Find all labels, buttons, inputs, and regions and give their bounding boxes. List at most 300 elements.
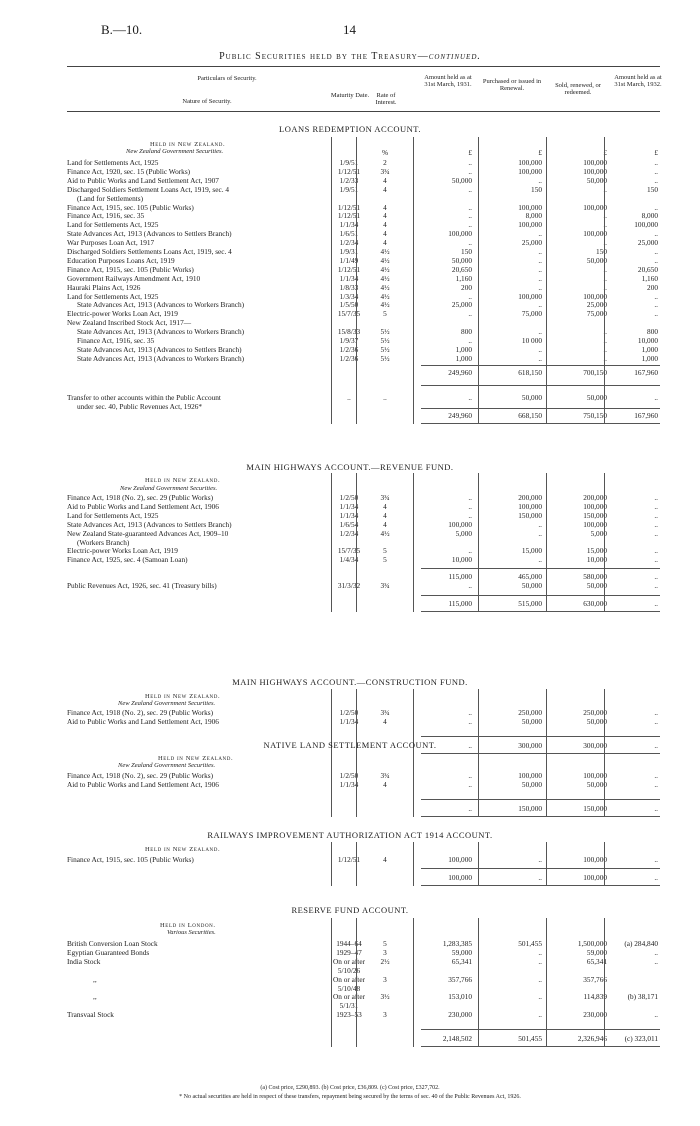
title-main: Public Securities held by the Treasury — [219, 51, 418, 62]
security-name: Discharged Soldiers Settlement Loans Act, 1919, sec. 4 — [67, 184, 229, 194]
sold: 100,000 — [583, 519, 607, 529]
table-row — [67, 167, 660, 176]
sold: 100,000 — [583, 501, 607, 511]
table-row — [67, 502, 660, 511]
interest-rate: 2 — [383, 158, 387, 167]
column-divider — [478, 751, 479, 817]
held-1931: .. — [468, 803, 472, 813]
sold: 114,839 — [583, 992, 607, 1002]
sold: .. — [603, 336, 607, 345]
held-1932: .. — [654, 855, 658, 864]
section-title: MAIN HIGHWAYS ACCOUNT.—CONSTRUCTION FUND. — [232, 677, 468, 687]
held-1932: 800 — [647, 327, 658, 337]
total-rule — [421, 736, 660, 737]
held-in-heading: Held in New Zealand. — [145, 477, 221, 484]
total-row — [67, 411, 660, 420]
interest-rate: 3 — [383, 974, 387, 984]
table-row — [67, 283, 660, 292]
maturity-date: On or after — [332, 956, 365, 966]
interest-rate: .. — [383, 392, 387, 402]
interest-rate: 3¾ — [380, 771, 390, 780]
total-rule — [421, 868, 660, 869]
table-row — [67, 520, 660, 529]
sold: 200,000 — [583, 493, 607, 502]
table-row — [67, 292, 660, 301]
purchased: .. — [538, 555, 542, 565]
held-1932: 200 — [647, 282, 658, 292]
unit-label: £ — [654, 148, 658, 157]
subtotal-rule — [421, 365, 660, 366]
sold: .. — [603, 220, 607, 230]
held-1932: .. — [654, 779, 658, 789]
maturity-date: 1923–53 — [336, 1010, 362, 1020]
interest-rate: 3¾ — [380, 166, 390, 176]
securities-subheading: New Zealand Government Securities. — [118, 700, 216, 707]
maturity-date: 1/1/49 — [339, 255, 359, 265]
security-name: Finance Act, 1920, sec. 15 (Public Works) — [67, 166, 191, 176]
held-1931: .. — [468, 510, 472, 520]
maturity-date: .. — [347, 392, 351, 402]
held-1931: 115,000 — [448, 599, 472, 609]
sold: 630,000 — [583, 599, 607, 609]
held-1931: 1,000 — [455, 353, 472, 363]
sold: 50,000 — [586, 716, 607, 726]
held-1932: 10,000 — [637, 336, 658, 345]
held-1931: 59,000 — [451, 947, 472, 957]
purchased: .. — [538, 992, 542, 1002]
table-row — [67, 176, 660, 185]
security-name: Land for Settlements Act, 1925 — [67, 510, 159, 520]
interest-rate: 4½ — [380, 528, 390, 538]
interest-rate: 4 — [383, 519, 387, 529]
total-row — [67, 1034, 660, 1043]
held-1931: 1,160 — [455, 273, 472, 283]
interest-rate: 4 — [383, 716, 387, 726]
purchased: .. — [538, 519, 542, 529]
total-row — [67, 804, 660, 813]
maturity-date: 15/7/35 — [337, 546, 361, 556]
maturity-date: 1/8/33 — [339, 282, 359, 292]
held-1931: 65,341 — [451, 956, 472, 966]
held-1931: .. — [468, 493, 472, 502]
sold: 59,000 — [586, 947, 607, 957]
held-1932: .. — [654, 716, 658, 726]
held-1932: .. — [654, 708, 658, 717]
held-1931: 25,000 — [451, 300, 472, 310]
security-name: Finance Act, 1925, sec. 4 (Samoan Loan) — [67, 555, 188, 565]
purchased: 100,000 — [518, 202, 542, 212]
header-top-rule — [67, 66, 660, 67]
table-row — [67, 855, 660, 864]
total-rule — [421, 816, 660, 817]
interest-rate: 4 — [383, 211, 387, 221]
security-name: Education Purposes Loans Act, 1919 — [67, 255, 175, 265]
held-1931: 100,000 — [448, 519, 472, 529]
column-headers — [67, 68, 660, 110]
interest-rate: 2½ — [380, 956, 390, 966]
table-row — [67, 256, 660, 265]
held-1932: 167,960 — [634, 367, 658, 377]
table-row — [67, 402, 660, 411]
purchased: 25,000 — [521, 238, 542, 248]
held-1931: 1,283,385 — [442, 939, 472, 948]
security-name: ,, — [93, 992, 97, 1002]
security-name: Aid to Public Works and Land Settlement Act, 1907 — [67, 175, 219, 185]
sold: 1,500,000 — [577, 939, 607, 948]
interest-rate: 4 — [383, 510, 387, 520]
column-divider — [604, 473, 605, 612]
maturity-date: 1/12/51 — [337, 855, 361, 864]
sold: 100,000 — [583, 202, 607, 212]
security-name: Public Revenues Act, 1926, sec. 41 (Treasury bills) — [67, 581, 217, 591]
table-row — [67, 717, 660, 726]
security-name: Discharged Soldiers Settlements Loans Act, 1919, sec. 4 — [67, 247, 232, 256]
maturity-date: 1/6/54 — [339, 519, 359, 529]
purchased: 100,000 — [518, 291, 542, 301]
held-1932: .. — [654, 872, 658, 882]
section-title: RAILWAYS IMPROVEMENT AUTHORIZATION ACT 1914 ACCOUNT. — [207, 830, 493, 840]
column-divider — [413, 918, 414, 1047]
security-name: Land for Settlements Act, 1925 — [67, 220, 159, 230]
interest-rate: 4 — [383, 229, 387, 239]
security-name: Aid to Public Works and Land Settlement Act, 1906 — [67, 779, 219, 789]
purchased: .. — [538, 255, 542, 265]
maturity-date: 1/2/50 — [339, 771, 359, 780]
held-1931: 153,010 — [448, 992, 472, 1002]
security-name: British Conversion Loan Stock — [67, 939, 158, 948]
total-rule — [421, 753, 660, 754]
maturity-date: 1/3/34 — [339, 291, 359, 301]
column-divider — [413, 842, 414, 886]
column-divider — [331, 918, 332, 1047]
securities-subheading: New Zealand Government Securities. — [120, 485, 218, 492]
column-divider — [546, 473, 547, 612]
interest-rate: 4 — [383, 779, 387, 789]
interest-rate: 5½ — [380, 344, 390, 354]
sold: 75,000 — [586, 309, 607, 319]
column-divider — [478, 918, 479, 1047]
sold: 100,000 — [583, 166, 607, 176]
held-1932: .. — [654, 175, 658, 185]
section-title: LOANS REDEMPTION ACCOUNT. — [279, 124, 421, 134]
particulars-header: Particulars of Security. — [197, 75, 257, 82]
security-name-cont: under sec. 40, Public Revenues Act, 1926* — [77, 401, 203, 411]
held-1931: .. — [468, 238, 472, 248]
table-row — [67, 229, 660, 238]
purchased: 50,000 — [521, 392, 542, 402]
subtotal-rule — [421, 568, 660, 569]
table-row — [67, 957, 660, 966]
held-1931: .. — [468, 211, 472, 221]
held-1931: 1,000 — [455, 344, 472, 354]
held-1931: 230,000 — [448, 1010, 472, 1020]
maturity-date: 1/12/51 — [337, 211, 361, 221]
table-row — [67, 158, 660, 167]
security-name: Finance Act, 1918 (No. 2), sec. 29 (Public Works) — [67, 708, 214, 717]
purchased: .. — [538, 956, 542, 966]
maturity-date: 1/9/51 — [339, 184, 359, 194]
column-divider — [331, 842, 332, 886]
held-1932: .. — [654, 158, 658, 167]
held-1932: .. — [654, 392, 658, 402]
security-name: State Advances Act, 1913 (Advances to Workers Branch) — [77, 327, 245, 337]
total-rule — [421, 408, 660, 409]
column-divider — [356, 473, 357, 612]
table-row — [67, 1010, 660, 1019]
held-1932: 167,960 — [634, 410, 658, 420]
column-divider — [604, 918, 605, 1047]
total-row — [67, 873, 660, 882]
table-row — [67, 948, 660, 957]
security-name: Electric-power Works Loan Act, 1919 — [67, 309, 178, 319]
interest-rate: 4½ — [380, 255, 390, 265]
held-1931: .. — [468, 202, 472, 212]
sold: 700,150 — [583, 367, 607, 377]
column-divider — [356, 918, 357, 1047]
purchased: .. — [538, 855, 542, 864]
purchased: .. — [538, 327, 542, 337]
purchased: .. — [538, 273, 542, 283]
maturity-date: 5/1/31 — [339, 1001, 359, 1011]
sold: .. — [603, 282, 607, 292]
held-1931: .. — [468, 740, 472, 750]
held-1932: 25,000 — [637, 238, 658, 248]
column-divider — [331, 137, 332, 424]
table-row — [67, 538, 660, 547]
held-1932: .. — [654, 510, 658, 520]
interest-rate: 4½ — [380, 247, 390, 256]
interest-rate: 3 — [383, 1010, 387, 1020]
maturity-date: 1/1/34 — [339, 501, 359, 511]
table-row — [67, 939, 660, 948]
interest-rate: 5 — [383, 309, 387, 319]
sold: 580,000 — [583, 572, 607, 582]
column-divider — [356, 842, 357, 886]
sold: .. — [603, 238, 607, 248]
sold: 5,000 — [590, 528, 607, 538]
maturity-date: 1/1/34 — [339, 779, 359, 789]
held-1932: .. — [654, 771, 658, 780]
purchased: .. — [538, 247, 542, 256]
security-name: War Purposes Loan Act, 1917 — [67, 238, 155, 248]
held-1932: .. — [654, 247, 658, 256]
sold: 100,000 — [583, 229, 607, 239]
held-1932: .. — [654, 300, 658, 310]
purchased: 8,000 — [525, 211, 542, 221]
column-divider — [604, 137, 605, 424]
held-in-heading: Held in New Zealand. — [158, 755, 234, 762]
purchased: 75,000 — [521, 309, 542, 319]
maturity-date: 1/6/51 — [339, 229, 359, 239]
security-name: Egyptian Guaranteed Bonds — [67, 947, 150, 957]
maturity-date: 1/12/51 — [337, 202, 361, 212]
total-rule — [421, 1046, 660, 1047]
securities-subheading: New Zealand Government Securities. — [126, 148, 224, 155]
held-1931: .. — [468, 581, 472, 591]
purchased: 250,000 — [518, 708, 542, 717]
column-divider — [356, 137, 357, 424]
security-name: Finance Act, 1918 (No. 2), sec. 29 (Public Works) — [67, 771, 214, 780]
held-1931: .. — [468, 779, 472, 789]
held-1931-header: Amount held as at 31st March, 1931. — [424, 74, 472, 88]
held-in-heading: Held in London. — [160, 922, 216, 929]
parliamentary-paper-ref: B.—10. — [101, 22, 143, 37]
maturity-date: 1929–47 — [336, 947, 362, 957]
maturity-date: 1/12/51 — [337, 264, 361, 274]
sold: .. — [603, 211, 607, 221]
total-row — [67, 599, 660, 608]
maturity-date: 1/2/34 — [339, 528, 359, 538]
sold: 50,000 — [586, 779, 607, 789]
interest-rate: 3½ — [380, 992, 390, 1002]
held-1931: .. — [468, 546, 472, 556]
security-name: India Stock — [67, 956, 101, 966]
sold: .. — [603, 353, 607, 363]
purchased: 150 — [531, 184, 542, 194]
security-name: New Zealand Inscribed Stock Act, 1917— — [67, 318, 192, 328]
sold: 50,000 — [586, 255, 607, 265]
held-1932: 20,650 — [637, 264, 658, 274]
held-1932: .. — [654, 740, 658, 750]
sold: 100,000 — [583, 158, 607, 167]
held-1932: .. — [654, 202, 658, 212]
sold: 100,000 — [583, 771, 607, 780]
maturity-date: 1/1/34 — [339, 273, 359, 283]
held-1932: 100,000 — [634, 220, 658, 230]
held-in-heading: Held in New Zealand. — [145, 846, 221, 853]
purchased-header: Purchased or issued in Renewal. — [482, 78, 542, 92]
purchased: .. — [538, 282, 542, 292]
section-title: RESERVE FUND ACCOUNT. — [291, 905, 409, 915]
purchased: .. — [538, 300, 542, 310]
purchased: .. — [538, 353, 542, 363]
maturity-date: 1/2/34 — [339, 238, 359, 248]
held-1931: .. — [468, 309, 472, 319]
security-name: (Land for Settlements) — [77, 193, 144, 203]
held-1932: .. — [654, 255, 658, 265]
table-row — [67, 354, 660, 363]
held-1931: 200 — [461, 282, 472, 292]
maturity-date: 1/12/51 — [337, 166, 361, 176]
table-row — [67, 493, 660, 502]
security-name: State Advances Act, 1913 (Advances to Settlers Branch) — [67, 519, 232, 529]
units-row — [67, 148, 660, 157]
column-divider — [604, 751, 605, 817]
table-row — [67, 984, 660, 993]
maturity-date: On or after — [332, 992, 365, 1002]
subtotal-rule — [421, 385, 660, 386]
table-row — [67, 194, 660, 203]
table-row — [67, 555, 660, 564]
table-title: Public Securities held by the Treasury—continued. — [219, 51, 481, 62]
column-divider — [413, 137, 414, 424]
held-1931: 50,000 — [451, 175, 472, 185]
subtotal-row — [67, 572, 660, 581]
held-1932: .. — [654, 229, 658, 239]
column-divider — [478, 137, 479, 424]
held-1931: 2,148,502 — [442, 1034, 472, 1044]
interest-rate: 5 — [383, 555, 387, 565]
column-divider — [413, 751, 414, 817]
sold: 50,000 — [586, 175, 607, 185]
held-1932: 8,000 — [641, 211, 658, 221]
table-row — [67, 211, 660, 220]
section-title: NATIVE LAND SETTLEMENT ACCOUNT. — [263, 740, 437, 750]
held-1932: (a) 284,840 — [624, 939, 658, 948]
held-1931: .. — [468, 716, 472, 726]
maturity-date: 1/9/37 — [339, 336, 359, 345]
table-row — [67, 966, 660, 975]
column-divider — [546, 842, 547, 886]
table-row — [67, 265, 660, 274]
security-name: ,, — [93, 974, 97, 984]
table-row — [67, 546, 660, 555]
unit-label: £ — [468, 148, 472, 157]
purchased: .. — [538, 175, 542, 185]
sold: 100,000 — [583, 855, 607, 864]
unit-label: % — [381, 148, 389, 157]
security-name: State Advances Act, 1913 (Advances to Workers Branch) — [77, 300, 245, 310]
sold: 65,341 — [586, 956, 607, 966]
sold: 150,000 — [583, 510, 607, 520]
purchased: .. — [538, 528, 542, 538]
held-1932: .. — [654, 572, 658, 582]
security-name: Land for Settlements Act, 1925 — [67, 291, 159, 301]
sold: .. — [603, 264, 607, 274]
sold: 357,766 — [583, 974, 607, 984]
purchased: .. — [538, 947, 542, 957]
securities-subheading: New Zealand Government Securities. — [118, 762, 216, 769]
section-title: MAIN HIGHWAYS ACCOUNT.—REVENUE FUND. — [246, 462, 454, 472]
sold: 750,150 — [583, 410, 607, 420]
held-1932: 1,160 — [641, 273, 658, 283]
sold: 50,000 — [586, 581, 607, 591]
held-1932: .. — [654, 493, 658, 502]
held-1931: 249,960 — [448, 367, 472, 377]
column-divider — [356, 751, 357, 817]
held-1931: .. — [468, 771, 472, 780]
sold: .. — [603, 327, 607, 337]
purchased: .. — [538, 1010, 542, 1020]
nature-header: Nature of Security. — [182, 98, 232, 105]
table-row — [67, 393, 660, 402]
interest-rate: 4 — [383, 855, 387, 864]
security-name: Transfer to other accounts within the Public Account — [67, 392, 221, 402]
held-1932: (c) 323,011 — [624, 1034, 658, 1044]
purchased: 100,000 — [518, 158, 542, 167]
held-1932: (b) 38,171 — [627, 992, 658, 1002]
held-1932: .. — [654, 1010, 658, 1020]
column-divider — [331, 751, 332, 817]
total-rule — [421, 611, 660, 612]
purchased: .. — [538, 974, 542, 984]
total-rule — [421, 799, 660, 800]
purchased: 100,000 — [518, 771, 542, 780]
security-name: Finance Act, 1915, sec. 105 (Public Works) — [67, 264, 194, 274]
sold: 50,000 — [586, 392, 607, 402]
table-row — [67, 336, 660, 345]
interest-rate: 4 — [383, 202, 387, 212]
table-row — [67, 975, 660, 984]
maturity-date: 5/10/26 — [337, 965, 361, 975]
interest-rate: 4½ — [380, 273, 390, 283]
table-row — [67, 511, 660, 520]
column-divider — [331, 473, 332, 612]
table-row — [67, 203, 660, 212]
purchased: 50,000 — [521, 581, 542, 591]
held-1932: .. — [654, 956, 658, 966]
held-1931: .. — [468, 291, 472, 301]
